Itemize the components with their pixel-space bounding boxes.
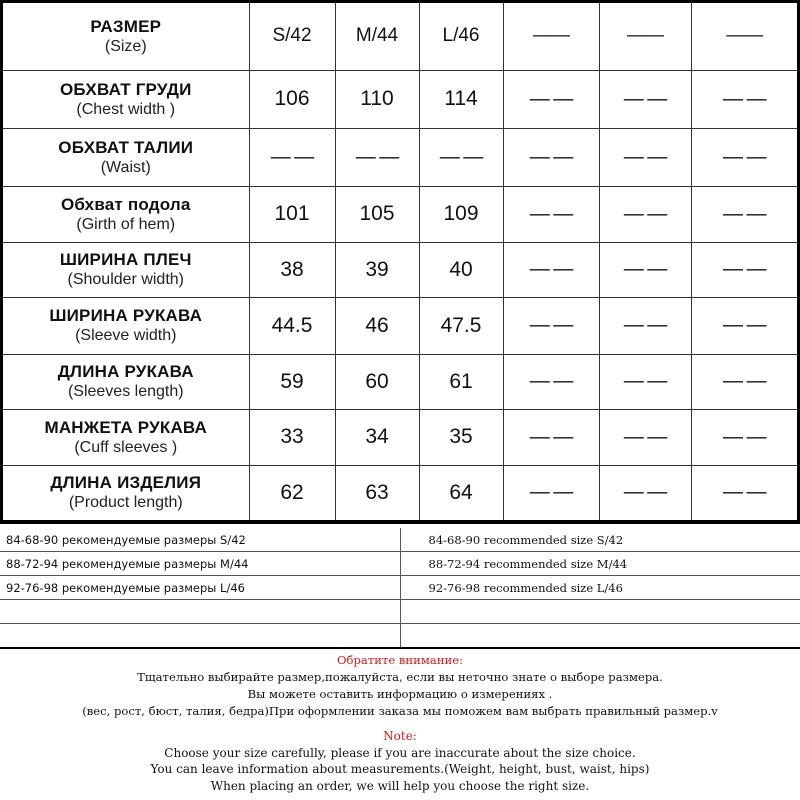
label-ru: ДЛИНА ИЗДЕЛИЯ (50, 473, 202, 493)
value-cell: — — (503, 297, 599, 354)
note-title: Обратите внимание: (336, 653, 464, 667)
value-cell: — — (691, 297, 797, 354)
measurement-row (3, 186, 797, 242)
recommendation-en (400, 624, 800, 649)
row-label-cell (3, 186, 249, 242)
value-cell: 61 (419, 354, 503, 409)
label-en: (Chest width ) (76, 100, 176, 118)
size-cell: —— (503, 3, 599, 70)
note-title: Note: (383, 729, 417, 743)
recommendation-row (0, 552, 800, 576)
value-cell: 35 (419, 409, 503, 465)
recommendation-row (0, 624, 800, 649)
value-cell: — — (691, 128, 797, 186)
label-ru: МАНЖЕТА РУКАВА (44, 417, 208, 437)
size-cell: —— (691, 3, 797, 70)
value-cell: — — (503, 186, 599, 242)
value-cell: — — (691, 242, 797, 297)
note-line: Вы можете оставить информацию о измерениях . (247, 687, 553, 701)
value-cell: — — (599, 297, 691, 354)
value-cell: — — (691, 354, 797, 409)
label-ru: РАЗМЕР (90, 16, 162, 36)
recommendation-en: 84-68-90 recommended size S/42 (400, 528, 800, 552)
value-cell: — — (599, 354, 691, 409)
value-cell: — — (691, 70, 797, 128)
value-cell: 63 (335, 465, 419, 520)
row-label-cell (3, 70, 249, 128)
value-cell: 110 (335, 70, 419, 128)
notes-section (0, 652, 800, 794)
value-cell: 46 (335, 297, 419, 354)
recommendation-ru (0, 624, 400, 649)
note-line: Тщательно выбирайте размер,пожалуйста, если вы неточно знате о выборе размера. (137, 670, 663, 684)
value-cell: 60 (335, 354, 419, 409)
recommended-size-table (0, 528, 800, 646)
label-en: (Shoulder width) (67, 271, 184, 288)
value-cell: — — (249, 128, 335, 186)
value-cell: — — (503, 354, 599, 409)
label-ru: ОБХВАТ ТАЛИИ (58, 137, 194, 157)
note-russian (0, 652, 800, 720)
value-cell: 38 (249, 242, 335, 297)
recommendation-ru: 92-76-98 рекомендуемые размеры L/46 (0, 576, 400, 600)
label-en: (Sleeve width) (75, 327, 177, 344)
value-cell: 59 (249, 354, 335, 409)
size-header-row (3, 3, 797, 70)
measurement-row (3, 354, 797, 409)
value-cell: — — (691, 465, 797, 520)
value-cell: — — (691, 409, 797, 465)
measurement-row (3, 128, 797, 186)
note-line: When placing an order, we will help you choose the right size. (210, 778, 590, 793)
row-label-cell (3, 354, 249, 409)
measurement-row (3, 70, 797, 128)
label-en: (Sleeves length) (67, 383, 184, 400)
value-cell: 40 (419, 242, 503, 297)
row-label-cell (3, 128, 249, 186)
value-cell: — — (503, 242, 599, 297)
value-cell: 44.5 (249, 297, 335, 354)
measurement-row (3, 242, 797, 297)
label-en: (Size) (104, 37, 147, 55)
size-cell: L/46 (419, 3, 503, 70)
value-cell: 101 (249, 186, 335, 242)
label-ru: ШИРИНА ПЛЕЧ (59, 250, 192, 269)
recommendation-row (0, 576, 800, 600)
value-cell: 114 (419, 70, 503, 128)
label-ru: ШИРИНА РУКАВА (49, 306, 203, 325)
label-en: (Product length) (68, 494, 183, 512)
recommendation-ru: 84-68-90 рекомендуемые размеры S/42 (0, 528, 400, 552)
note-line: Choose your size carefully, please if you are inaccurate about the size choice. (164, 745, 636, 760)
value-cell: — — (503, 409, 599, 465)
size-cell: S/42 (249, 3, 335, 70)
value-cell: — — (691, 186, 797, 242)
row-label-cell (3, 465, 249, 520)
label-ru: ОБХВАТ ГРУДИ (59, 79, 192, 99)
recommendation-row (0, 528, 800, 552)
recommendation-en: 92-76-98 recommended size L/46 (400, 576, 800, 600)
measurement-row (3, 465, 797, 520)
value-cell: 109 (419, 186, 503, 242)
note-english (0, 728, 800, 794)
size-cell: M/44 (335, 3, 419, 70)
row-label-cell (3, 3, 249, 70)
value-cell: — — (503, 465, 599, 520)
value-cell: — — (599, 128, 691, 186)
value-cell: 47.5 (419, 297, 503, 354)
label-en: (Waist) (100, 158, 151, 176)
label-ru: Обхват подола (60, 194, 191, 214)
recommendation-en: 88-72-94 recommended size M/44 (400, 552, 800, 576)
measurement-row (3, 409, 797, 465)
value-cell: — — (419, 128, 503, 186)
value-cell: 34 (335, 409, 419, 465)
label-en: (Cuff sleeves ) (74, 438, 178, 456)
value-cell: — — (335, 128, 419, 186)
note-line: (вес, рост, бюст, талия, бедра)При оформлении заказа мы поможем вам выбрать правильный размер.v (82, 704, 718, 718)
measurement-row (3, 297, 797, 354)
size-cell: —— (599, 3, 691, 70)
row-label-cell (3, 297, 249, 354)
recommendation-row (0, 600, 800, 624)
value-cell: — — (503, 70, 599, 128)
recommendation-ru: 88-72-94 рекомендуемые размеры M/44 (0, 552, 400, 576)
value-cell: — — (503, 128, 599, 186)
value-cell: 106 (249, 70, 335, 128)
label-en: (Girth of hem) (76, 215, 176, 233)
value-cell: 64 (419, 465, 503, 520)
value-cell: — — (599, 465, 691, 520)
value-cell: 62 (249, 465, 335, 520)
value-cell: 33 (249, 409, 335, 465)
recommendation-en (400, 600, 800, 624)
value-cell: — — (599, 242, 691, 297)
recommendation-ru (0, 600, 400, 624)
row-label-cell (3, 242, 249, 297)
value-cell: — — (599, 409, 691, 465)
row-label-cell (3, 409, 249, 465)
value-cell: 105 (335, 186, 419, 242)
value-cell: — — (599, 186, 691, 242)
note-line: You can leave information about measurements.(Weight, height, bust, waist, hips) (150, 762, 650, 776)
value-cell: — — (599, 70, 691, 128)
value-cell: 39 (335, 242, 419, 297)
label-ru: ДЛИНА РУКАВА (57, 362, 194, 381)
